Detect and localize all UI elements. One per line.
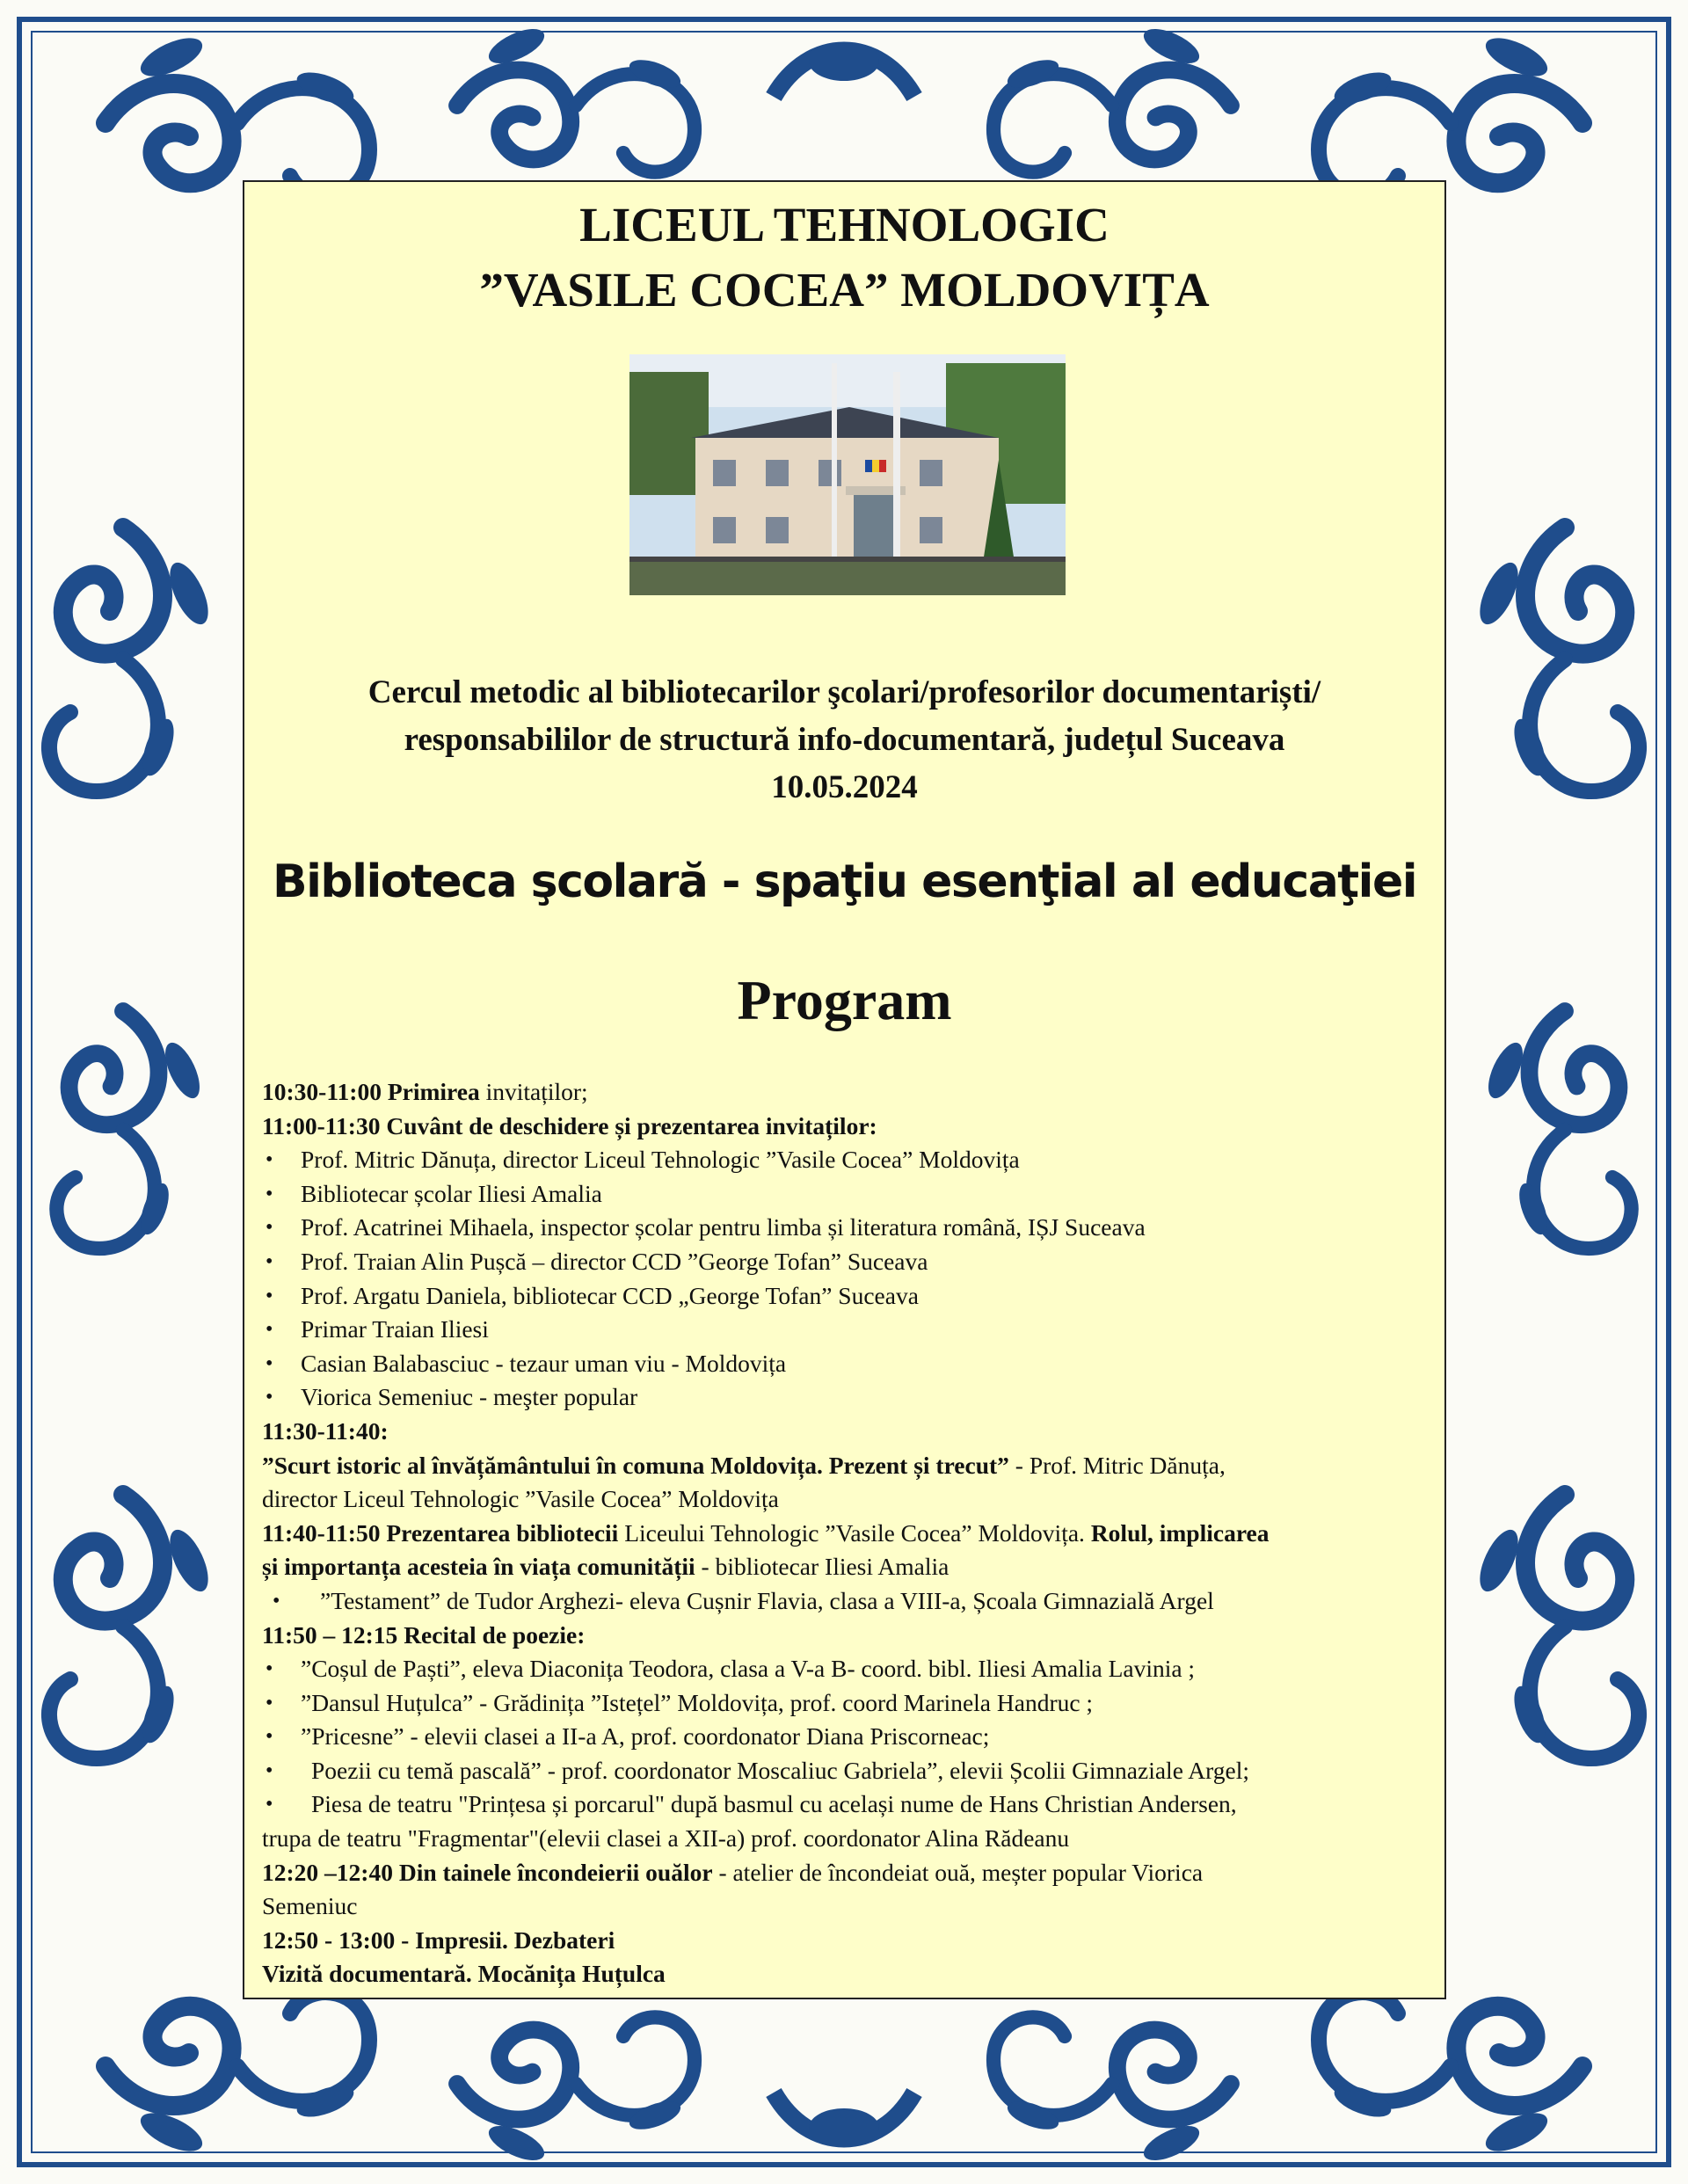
guest-item: • Prof. Acatrinei Mihaela, inspector școlar pentru limba și literatura română, IȘJ Suceava [262, 1211, 1431, 1245]
schedule-line: 11:30-11:40: [262, 1416, 389, 1445]
schedule-line: director Liceul Tehnologic ”Vasile Cocea” Moldovița [262, 1485, 779, 1513]
guest-item: • Prof. Argatu Daniela, bibliotecar CCD „George Tofan” Suceava [262, 1279, 1431, 1314]
schedule-line: 10:30-11:00 Primirea invitaților; [262, 1078, 588, 1105]
program-sheet [243, 180, 1446, 1999]
circle-title-line2: responsabililor de structură info-documentară, județul Suceava [404, 722, 1285, 758]
schedule-line: trupa de teatru "Fragmentar"(elevii clasei a XII-a) prof. coordonator Alina Rădeanu [262, 1824, 1070, 1853]
guest-item: • Casian Balabasciuc - tezaur uman viu - Moldovița [262, 1347, 1431, 1381]
guest-item: • Prof. Mitric Dănuța, director Liceul Tehnologic ”Vasile Cocea” Moldovița [262, 1143, 1431, 1177]
schedule-line: Vizită documentară. Mocănița Huțulca [262, 1960, 666, 1988]
schedule-bullet: • ”Testament” de Tudor Arghezi- eleva Cușnir Flavia, clasa a VIII-a, Școala Gimnazială Argel [262, 1584, 1431, 1619]
recital-item: • ”Coșul de Paști”, eleva Diaconița Teodora, clasa a V-a B- coord. bibl. Iliesi Amalia Lavinia ; [262, 1652, 1431, 1686]
guest-item: • Viorica Semeniuc - meşter popular [262, 1380, 1431, 1415]
school-name-line2: ”VASILE COCEA” MOLDOVIȚA [479, 263, 1210, 317]
guest-item: • Bibliotecar școlar Iliesi Amalia [262, 1177, 1431, 1212]
schedule-line: și importanța acesteia în viața comunității - bibliotecar Iliesi Amalia [262, 1553, 950, 1581]
recital-item: • Poezii cu temă pascală” - prof. coordonator Moscaliuc Gabriela”, elevii Școlii Gimnaziale Argel; [262, 1754, 1431, 1788]
program-heading: Program [737, 969, 952, 1031]
schedule [262, 1075, 1431, 1991]
schedule-line: 11:40-11:50 Prezentarea bibliotecii Liceului Tehnologic ”Vasile Cocea” Moldovița. Rolul, implicarea [262, 1518, 1270, 1547]
guest-item: • Primar Traian Iliesi [262, 1313, 1431, 1347]
event-theme: Biblioteca şcolară - spaţiu esenţial al educaţiei [272, 855, 1417, 908]
recital-item: • Piesa de teatru "Prințesa și porcarul" după basmul cu același nume de Hans Christian Andersen, [262, 1787, 1431, 1822]
schedule-line: 11:50 – 12:15 Recital de poezie: [262, 1620, 586, 1649]
schedule-line: 12:50 - 13:00 - Impresii. Dezbateri [262, 1926, 615, 1954]
recital-item: • ”Dansul Huțulca” - Grădinița ”Istețel” Moldovița, prof. coord Marinela Handruc ; [262, 1686, 1431, 1721]
circle-title-line1: Cercul metodic al bibliotecarilor şcolari/profesorilor documentariști/ [367, 674, 1321, 710]
guest-item: • Prof. Traian Alin Pușcă – director CCD ”George Tofan” Suceava [262, 1245, 1431, 1279]
schedule-line: 11:00-11:30 Cuvânt de deschidere și prezentarea invitaților: [262, 1111, 877, 1139]
schedule-line: Semeniuc [262, 1892, 358, 1920]
schedule-line: 12:20 –12:40 Din tainele încondeierii ouălor - atelier de încondeiat ouă, meșter popular Viorica [262, 1858, 1204, 1886]
school-building-photo [629, 354, 1066, 595]
school-name-line1: LICEUL TEHNOLOGIC [579, 198, 1110, 251]
recital-item: • ”Pricesne” - elevii clasei a II-a A, prof. coordonator Diana Priscorneac; [262, 1720, 1431, 1754]
schedule-line: ”Scurt istoric al învățământului în comuna Moldovița. Prezent și trecut” - Prof. Mitric Dănuța, [262, 1451, 1226, 1479]
event-date: 10.05.2024 [771, 769, 918, 805]
